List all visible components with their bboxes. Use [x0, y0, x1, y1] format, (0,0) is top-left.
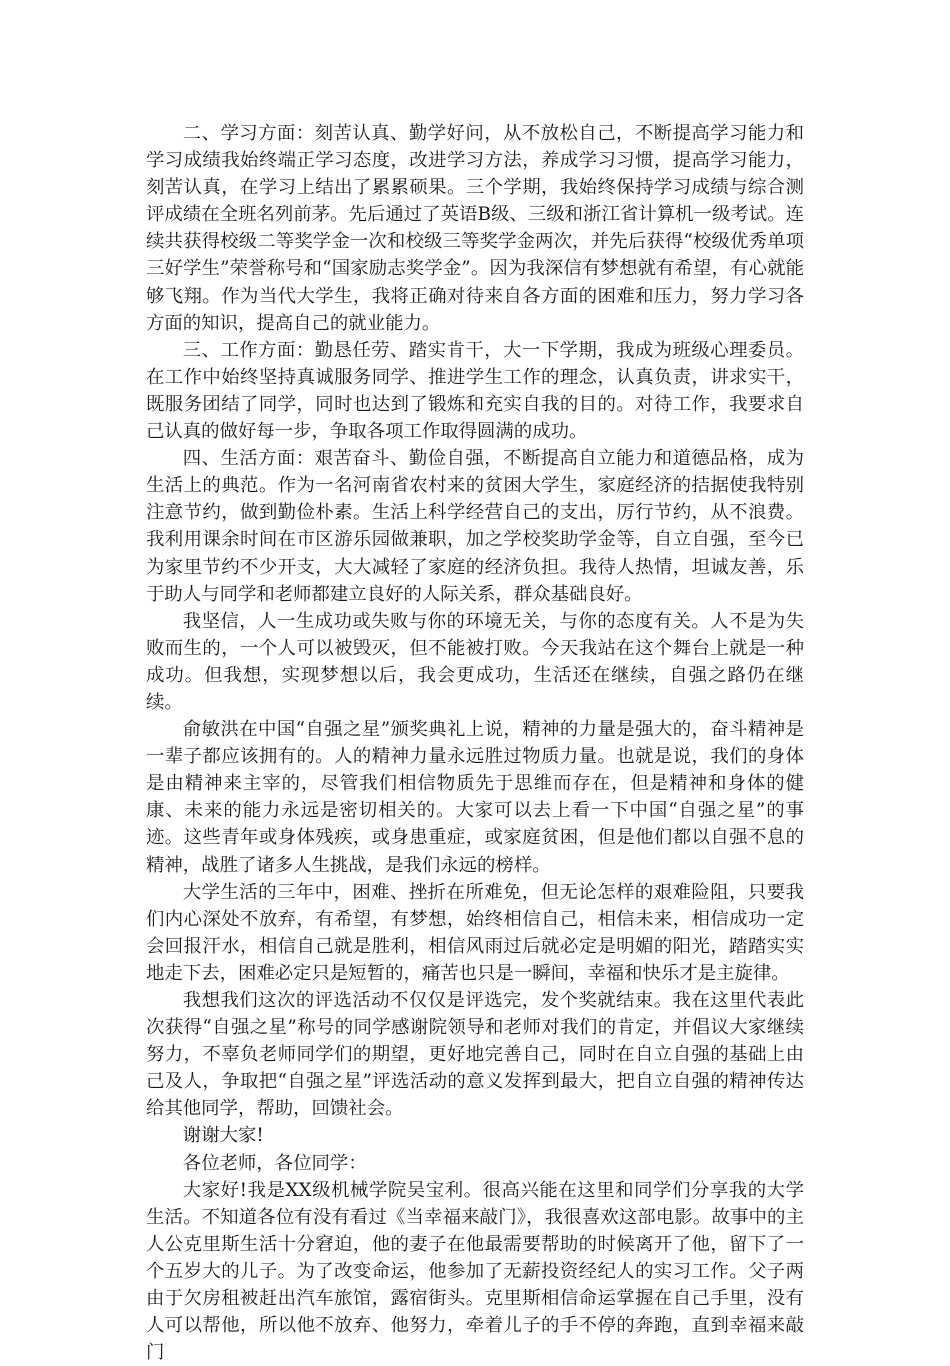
paragraph-thanks: 谢谢大家!: [182, 1125, 264, 1147]
paragraph-study: 二、学习方面：刻苦认真、勤学好问，从不放松自己，不断提高学习能力和学习成绩我始终端正学习态度，改进学习方法，养成学习习惯，提高学习能力，刻苦认真，在学习上结出了累累硕果。三个学期，我始终保持学习成绩与综合测评成绩在全班名列前茅。先后通过了英语B级、三级和浙江省计算机一级考试。连续共获得校级二等奖学金一次和校级三等奖学金两次，并先后获得“校级优秀单项三好学生”荣誉称号和“国家励志奖学金”。因为我深信有梦想就有希望，有心就能够飞翔。作为当代大学生，我将正确对待来自各方面的困难和压力，努力学习各方面的知识，提高自己的就业能力。: [146, 123, 805, 334]
paragraph-life: 四、生活方面：艰苦奋斗、勤俭自强，不断提高自立能力和道德品格，成为生活上的典范。作为一名河南省农村来的贫困大学生，家庭经济的拮据使我特别注意节约，做到勤俭朴素。生活上科学经营自己的支出，厉行节约，从不浪费。我利用课余时间在市区游乐园做兼职，加之学校奖助学金等，自立自强，至今已为家里节约不少开支，大大减轻了家庭的经济负担。我待人热情，坦诚友善，乐于助人与同学和老师都建立良好的人际关系，群众基础良好。: [146, 448, 804, 605]
document-body: [146, 120, 804, 1366]
paragraph-introduction: 大家好!我是XX级机械学院吴宝利。很高兴能在这里和同学们分享我的大学生活。不知道各位有没有看过《当幸福来敲门》，我很喜欢这部电影。故事中的主人公克里斯生活十分窘迫，他的妻子在他最需要帮助的时候离开了他，留下了一个五岁大的儿子。为了改变命运，他参加了无薪投资经纪人的实习工作。父子两由于欠房租被赶出汽车旅馆，露宿街头。克里斯相信命运掌握在自己手里，没有人可以帮他，所以他不放弃、他努力，牵着儿子的手不停的奔跑，直到幸福来敲门: [146, 1179, 804, 1364]
paragraph-greeting: 各位老师，各位同学：: [182, 1152, 367, 1174]
paragraph-belief: 我坚信，人一生成功或失败与你的环境无关，与你的态度有关。人不是为失败而生的，一个人可以被毁灭，但不能被打败。今天我站在这个舞台上就是一种成功。但我想，实现梦想以后，我会更成功，生活还在继续，自强之路仍在继续。: [146, 610, 804, 713]
paragraph-evaluation: 我想我们这次的评选活动不仅仅是评选完，发个奖就结束。我在这里代表此次获得“自强之星”称号的同学感谢院领导和老师对我们的肯定，并倡议大家继续努力，不辜负老师同学们的期望，更好地完善自己，同时在自立自强的基础上由己及人，争取把“自强之星”评选活动的意义发挥到最大，把自立自强的精神传达给其他同学，帮助，回馈社会。: [146, 990, 804, 1120]
paragraph-college-life: 大学生活的三年中，困难、挫折在所难免，但无论怎样的艰难险阻，只要我们内心深处不放弃，有希望，有梦想，始终相信自己，相信未来，相信成功一定会回报汗水，相信自己就是胜利，相信风雨过后就必定是明媚的阳光，踏踏实实地走下去，困难必定只是短暂的，痛苦也只是一瞬间，幸福和快乐才是主旋律。: [146, 881, 804, 984]
paragraph-spirit: 俞敏洪在中国“自强之星”颁奖典礼上说，精神的力量是强大的，奋斗精神是一辈子都应该拥有的。人的精神力量永远胜过物质力量。也就是说，我们的身体是由精神来主宰的，尽管我们相信物质先于思维而存在，但是精神和身体的健康、未来的能力永远是密切相关的。大家可以去上看一下中国“自强之星”的事迹。这些青年或身体残疾，或身患重症，或家庭贫困，但是他们都以自强不息的精神，战胜了诸多人生挑战，是我们永远的榜样。: [146, 719, 804, 876]
paragraph-work: 三、工作方面：勤恳任劳、踏实肯干，大一下学期，我成为班级心理委员。在工作中始终坚持真诚服务同学、推进学生工作的理念，认真负责，讲求实干，既服务团结了同学，同时也达到了锻炼和充实自我的目的。对待工作，我要求自己认真的做好每一步，争取各项工作取得圆满的成功。: [146, 339, 804, 443]
